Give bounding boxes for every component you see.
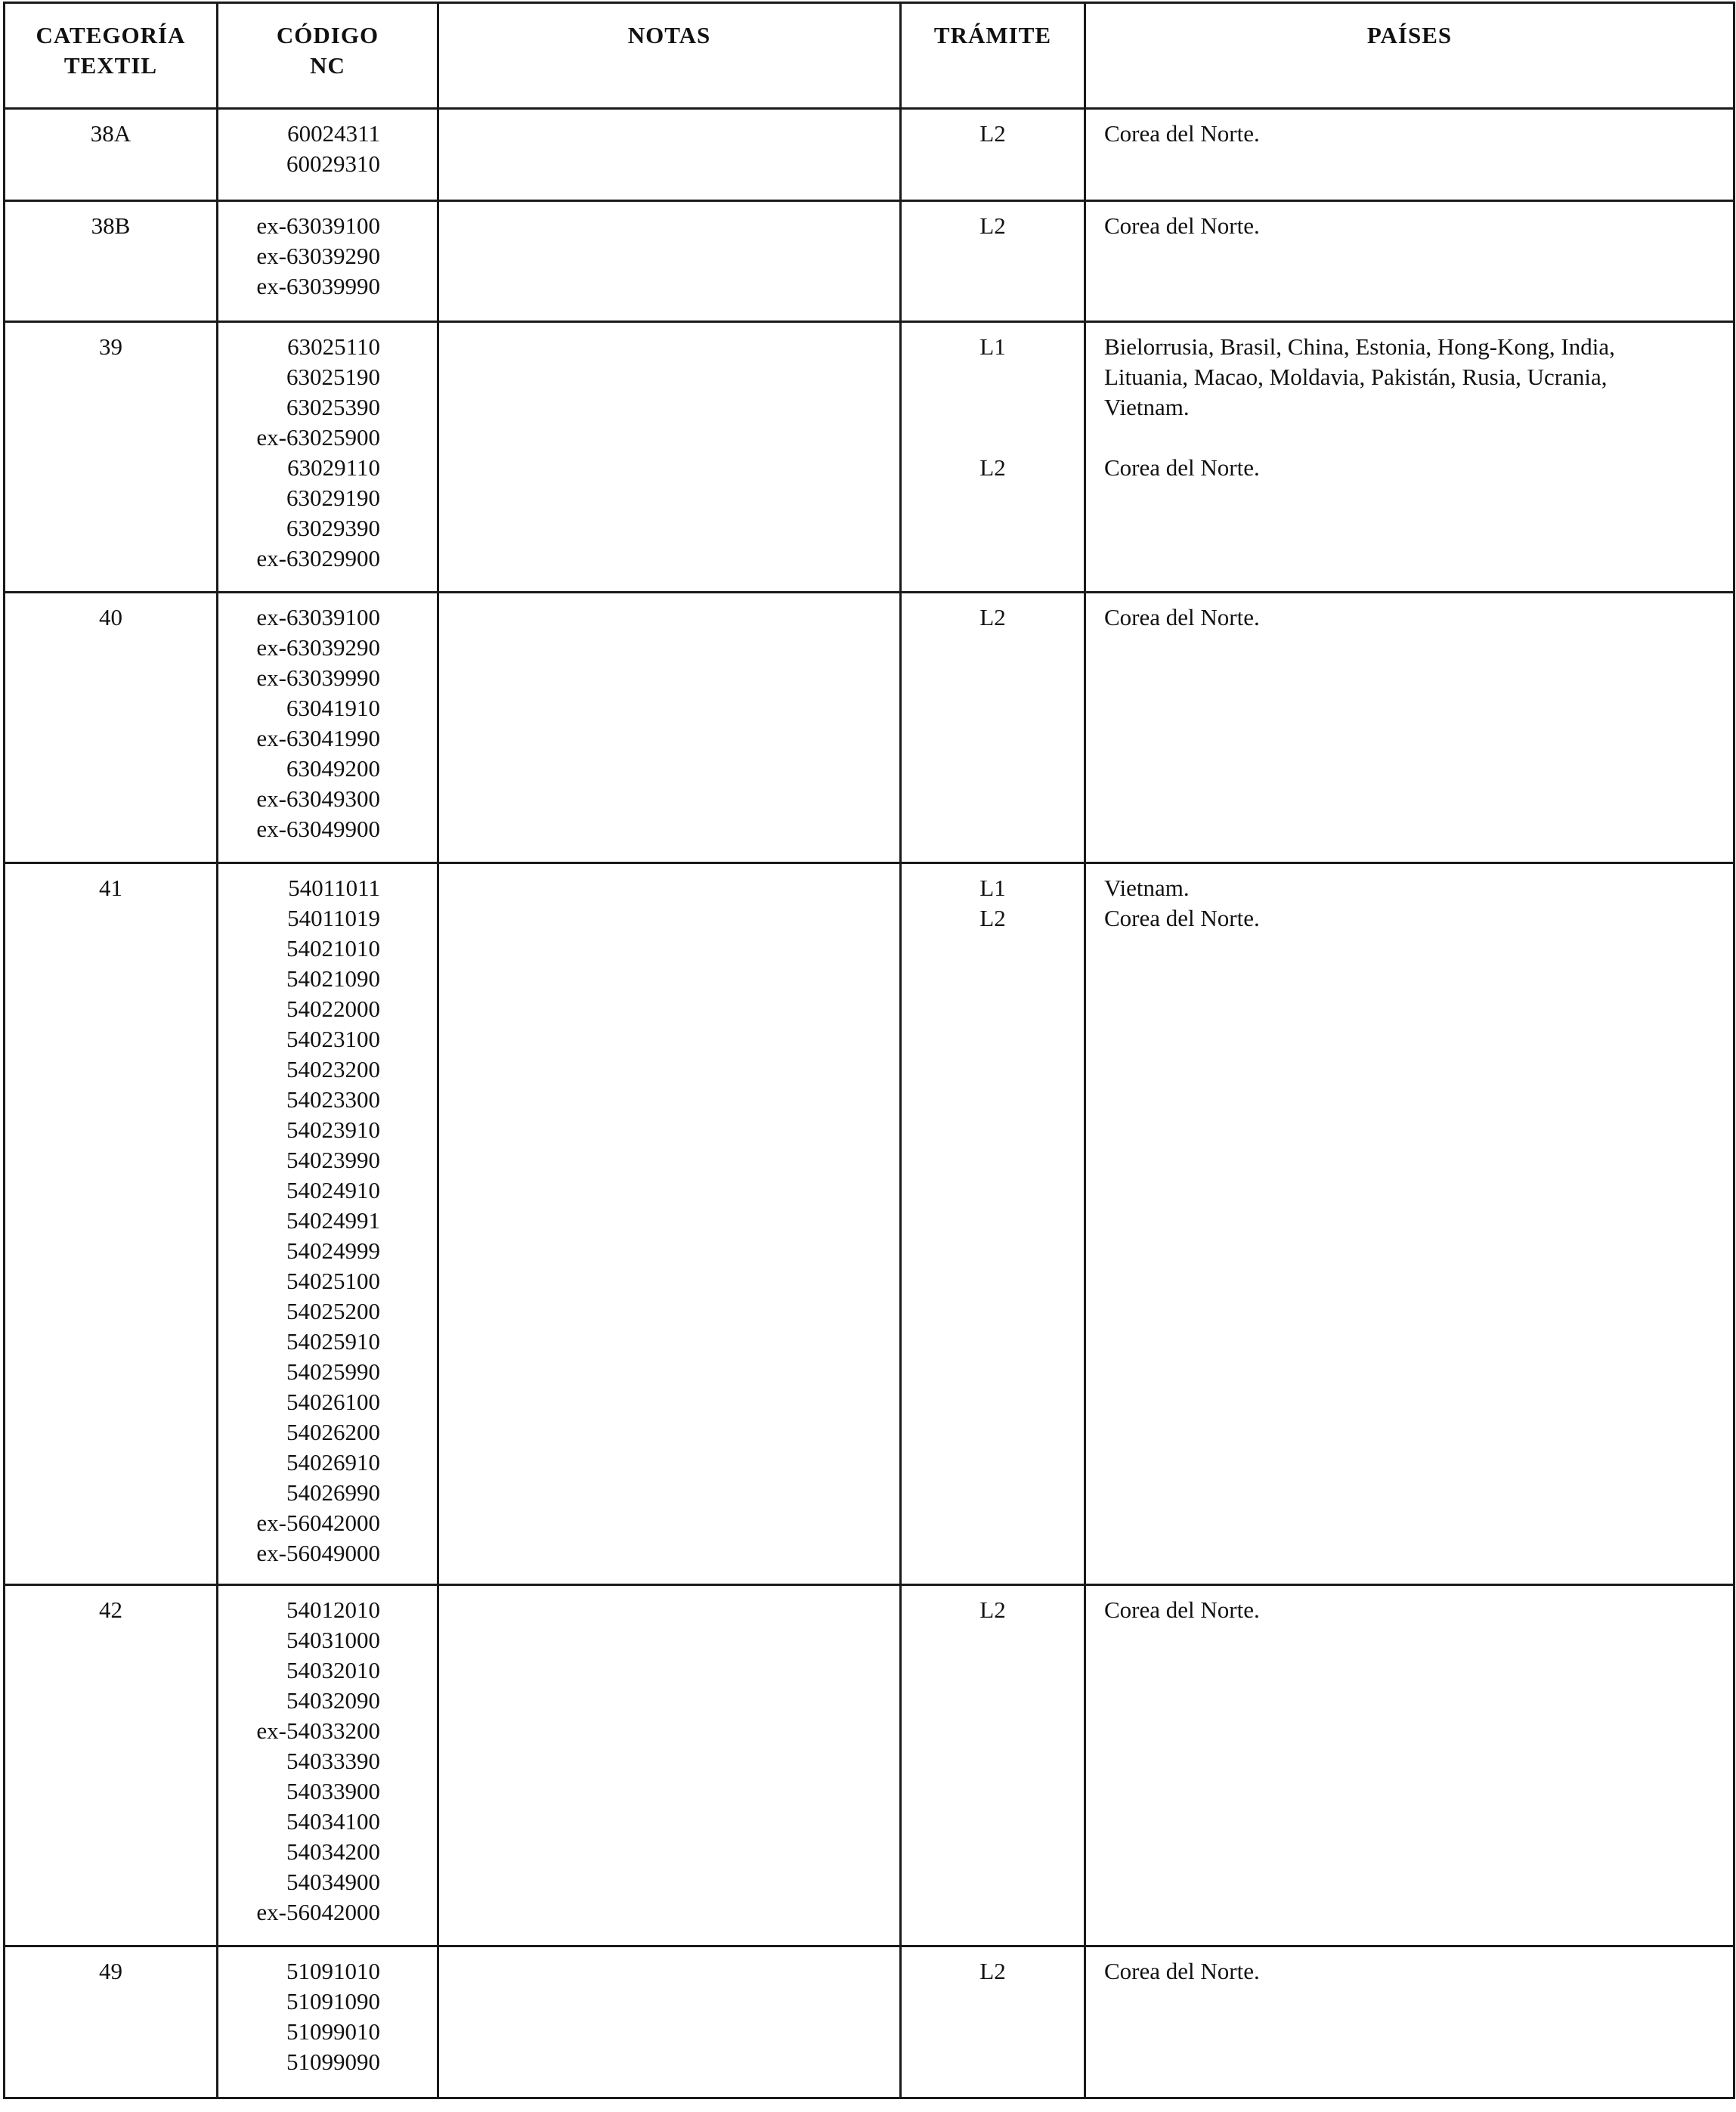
codigo-nc: 63029190 (286, 485, 380, 511)
codigo-nc: ex-63039100 (256, 212, 380, 239)
paises-cell (1085, 322, 1734, 593)
codigo-nc: ex-54033200 (256, 1717, 380, 1744)
codigo-cell (218, 322, 438, 593)
codigo-nc: 54011019 (287, 905, 380, 931)
codigo-nc: 63029390 (286, 515, 380, 541)
codigo-nc: 51099010 (286, 2018, 380, 2045)
header-notas: NOTAS (438, 3, 901, 109)
codigo-nc: 60029310 (286, 150, 380, 177)
codigo-nc: 54023200 (286, 1056, 380, 1082)
paises-cell (1085, 863, 1734, 1585)
tramite-cell: L2 (901, 593, 1085, 863)
tramite-value: L2 (979, 905, 1006, 931)
codigo-nc: 51091010 (286, 1958, 380, 1984)
codigo-nc: ex-63039990 (256, 273, 380, 299)
tramite-value: L1 (979, 875, 1006, 901)
codigo-nc: 63029110 (287, 454, 380, 481)
header-codigo-line2: NC (310, 52, 345, 79)
codigo-nc: 63049200 (286, 755, 380, 782)
tramite-cell (901, 863, 1085, 1585)
codigo-cell (218, 863, 438, 1585)
header-categoria-line2: TEXTIL (63, 52, 158, 79)
codigo-nc: 54021010 (286, 935, 380, 962)
paises-cell: Corea del Norte. (1085, 1946, 1734, 2098)
codigo-nc: 54033390 (286, 1748, 380, 1774)
textile-table (3, 2, 1735, 2099)
codigo-nc: 54012010 (286, 1596, 380, 1623)
codigo-nc: ex-56042000 (256, 1510, 380, 1536)
table-row (5, 863, 1734, 1585)
codigo-nc: 54026100 (286, 1389, 380, 1415)
codigo-nc: ex-63025900 (256, 424, 380, 451)
codigo-nc: 54025100 (286, 1268, 380, 1294)
codigo-nc: 63041910 (286, 695, 380, 721)
codigo-nc: 54031000 (286, 1627, 380, 1653)
paises-cell: Corea del Norte. (1085, 201, 1734, 322)
codigo-nc: ex-63029900 (256, 545, 380, 571)
codigo-nc: ex-56042000 (256, 1899, 380, 1925)
tramite-value: L1 (979, 333, 1006, 360)
codigo-cell (218, 1946, 438, 2098)
codigo-nc: 54034200 (286, 1838, 380, 1865)
codigo-cell (218, 1585, 438, 1946)
table-row (5, 109, 1734, 201)
codigo-cell (218, 109, 438, 201)
codigo-nc: 54024910 (286, 1177, 380, 1203)
paises-value: Bielorrusia, Brasil, China, Estonia, Hong-Kong, India, Lituania, Macao, Moldavia, Pakistán, Rusia, Ucrania, Vietnam. (1104, 333, 1615, 420)
codigo-nc: 54023990 (286, 1147, 380, 1173)
categoria-cell: 38B (5, 201, 218, 322)
table-row (5, 1585, 1734, 1946)
codigo-nc: ex-63039990 (256, 664, 380, 691)
tramite-value: L2 (979, 454, 1006, 481)
codigo-nc: 54034900 (286, 1869, 380, 1895)
codigo-nc: 54026990 (286, 1479, 380, 1506)
categoria-cell: 38A (5, 109, 218, 201)
codigo-nc: 54025990 (286, 1358, 380, 1385)
categoria-cell: 42 (5, 1585, 218, 1946)
paises-cell: Corea del Norte. (1085, 593, 1734, 863)
codigo-nc: ex-63049300 (256, 785, 380, 812)
codigo-nc: 54034100 (286, 1808, 380, 1835)
tramite-cell: L2 (901, 201, 1085, 322)
codigo-nc: 54032090 (286, 1687, 380, 1714)
codigo-nc: 54032010 (286, 1657, 380, 1683)
codigo-nc: 60024311 (287, 120, 380, 147)
codigo-nc: ex-63039290 (256, 243, 380, 269)
table-row (5, 322, 1734, 593)
codigo-nc: ex-56049000 (256, 1540, 380, 1566)
codigo-nc: 54025200 (286, 1298, 380, 1324)
notas-cell (438, 1585, 901, 1946)
paises-value: Corea del Norte. (1104, 905, 1260, 931)
table-row (5, 1946, 1734, 2098)
codigo-nc: 54023100 (286, 1026, 380, 1052)
notas-cell (438, 201, 901, 322)
table-row (5, 201, 1734, 322)
codigo-nc: 54025910 (286, 1328, 380, 1355)
notas-cell (438, 322, 901, 593)
notas-cell (438, 863, 901, 1585)
header-paises: PAÍSES (1085, 3, 1734, 109)
codigo-nc: 54023910 (286, 1116, 380, 1143)
notas-cell (438, 593, 901, 863)
tramite-cell: L2 (901, 1946, 1085, 2098)
codigo-cell (218, 201, 438, 322)
tramite-cell (901, 322, 1085, 593)
categoria-cell: 49 (5, 1946, 218, 2098)
codigo-nc: 54011011 (288, 875, 380, 901)
codigo-nc: 54021090 (286, 965, 380, 992)
notas-cell (438, 109, 901, 201)
notas-cell (438, 1946, 901, 2098)
codigo-cell (218, 593, 438, 863)
codigo-nc: 54026200 (286, 1419, 380, 1445)
paises-value: Corea del Norte. (1104, 454, 1260, 481)
codigo-nc: 51099090 (286, 2049, 380, 2075)
codigo-nc: ex-63041990 (256, 725, 380, 751)
paises-cell: Corea del Norte. (1085, 109, 1734, 201)
codigo-nc: 63025390 (286, 394, 380, 420)
codigo-nc: ex-63049900 (256, 816, 380, 842)
tramite-cell: L2 (901, 109, 1085, 201)
codigo-nc: 54023300 (286, 1086, 380, 1113)
categoria-cell: 40 (5, 593, 218, 863)
codigo-nc: 54022000 (286, 996, 380, 1022)
codigo-nc: 54026910 (286, 1449, 380, 1476)
codigo-nc: 63025110 (287, 333, 380, 360)
header-codigo-line1: CÓDIGO (276, 22, 379, 48)
header-row (5, 3, 1734, 109)
tramite-cell: L2 (901, 1585, 1085, 1946)
codigo-nc: ex-63039100 (256, 604, 380, 630)
table-row (5, 593, 1734, 863)
header-tramite: TRÁMITE (901, 3, 1085, 109)
codigo-nc: 51091090 (286, 1988, 380, 2014)
codigo-nc: 54033900 (286, 1778, 380, 1804)
header-categoria (5, 3, 218, 109)
codigo-nc: 54024991 (286, 1207, 380, 1234)
paises-value: Vietnam. (1104, 875, 1190, 901)
categoria-cell: 41 (5, 863, 218, 1585)
codigo-nc: ex-63039290 (256, 634, 380, 661)
categoria-cell: 39 (5, 322, 218, 593)
codigo-nc: 63025190 (286, 364, 380, 390)
header-codigo (218, 3, 438, 109)
paises-cell: Corea del Norte. (1085, 1585, 1734, 1946)
header-categoria-line1: CATEGORÍA (36, 22, 186, 48)
codigo-nc: 54024999 (286, 1237, 380, 1264)
